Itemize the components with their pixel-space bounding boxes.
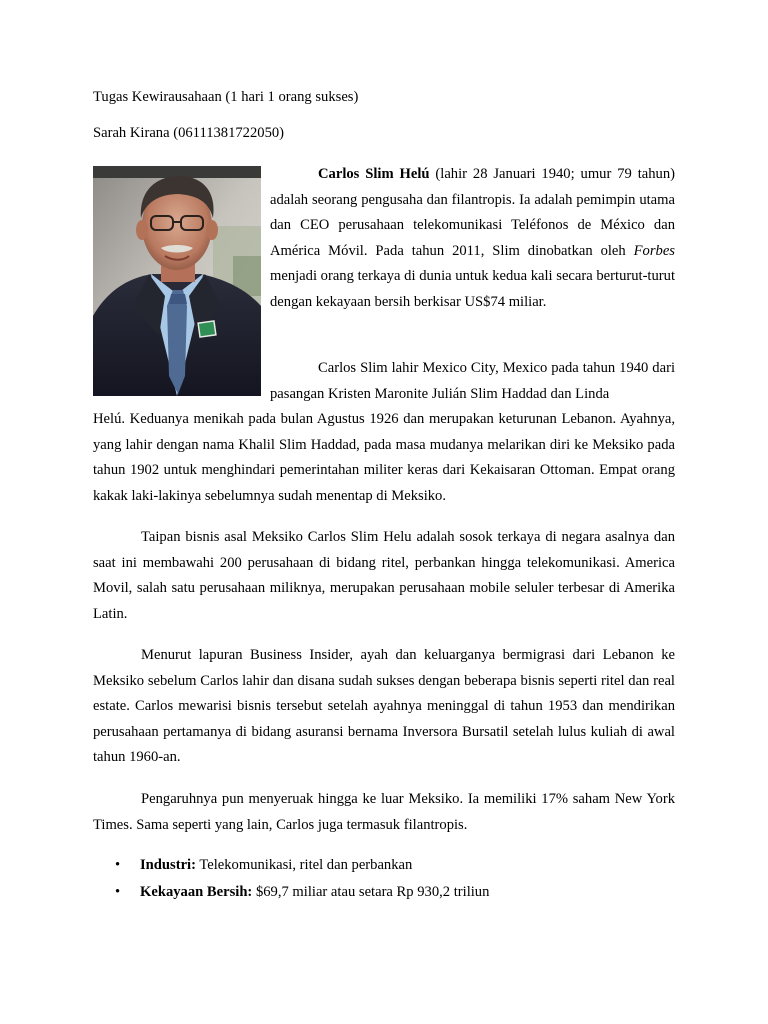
intro-paragraph: Carlos Slim Helú (lahir 28 Januari 1940; umur 79 tahun) adalah seorang pengusaha dan filantropis. Ia adalah pemimpin utama dan CEO perusahaan telekomunikasi Teléfonos de México dan América Móvil. Pada tahun 2011, Slim dinobatkan oleh Forbes menjadi orang terkaya di dunia untuk kedua kali secara berturut-turut dengan kekayaan bersih berkisar US$74 miliar. xyxy=(270,166,675,310)
bullet-icon: • xyxy=(115,857,121,873)
bullet-icon: • xyxy=(115,884,121,900)
portrait-photo xyxy=(93,166,261,396)
paragraph-influence: Pengaruhnya pun menyeruak hingga ke luar Meksiko. Ia memiliki 17% saham New York Times. Sama seperti yang lain, Carlos juga termasuk filantropis. xyxy=(93,791,675,833)
paragraph-business: Taipan bisnis asal Meksiko Carlos Slim Helu adalah sosok terkaya di negara asalnya dan saat ini membawahi 200 perusahaan di bidang ritel, perbankan hingga telekomunikasi. America Movil, salah satu perusahaan miliknya, merupakan perusahaan mobile seluler terbesar di Amerika Latin. xyxy=(93,529,675,622)
fact-net-worth xyxy=(93,879,675,906)
fact-industry xyxy=(93,852,675,879)
paragraph-history: Menurut lapuran Business Insider, ayah dan keluarganya bermigrasi dari Lebanon ke Meksiko sebelum Carlos lahir dan disana sudah sukses dengan beberapa bisnis seperti ritel dan real estate. Carlos mewarisi bisnis tersebut setelah ayahnya meninggal di tahun 1953 dan mendirikan perusahaan pertamanya di bidang asuransi bernama Inversora Bursatil setelah lulus kuliah di awal tahun 1960-an. xyxy=(93,647,675,765)
birth-paragraph-continued: Helú. Keduanya menikah pada bulan Agustus 1926 dan merupakan keturunan Lebanon. Ayahnya, yang lahir dengan nama Khalil Slim Haddad, pada masa mudanya melarikan diri ke Meksiko pada tahun 1902 untuk menghindari pemerintahan militer keras dari Kekaisaran Ottoman. Empat orang kakak laki-lakinya sebelumnya sudah menentap di Meksiko. xyxy=(93,411,675,504)
fact-value: $69,7 miliar atau setara Rp 930,2 triliun xyxy=(252,884,490,900)
fact-value: Telekomunikasi, ritel dan perbankan xyxy=(195,857,413,873)
assignment-title: Tugas Kewirausahaan (1 hari 1 orang sukses) xyxy=(93,89,359,105)
author-line: Sarah Kirana (06111381722050) xyxy=(93,125,285,141)
fact-label: Industri: xyxy=(140,857,196,873)
birth-paragraph: Carlos Slim lahir Mexico City, Mexico pada tahun 1940 dari pasangan Kristen Maronite Julián Slim Haddad dan Linda xyxy=(270,360,675,402)
fact-label: Kekayaan Bersih: xyxy=(140,884,253,900)
forbes-title: Forbes xyxy=(633,242,675,259)
facts-list xyxy=(93,852,675,906)
subject-name: Carlos Slim Helú xyxy=(318,166,430,182)
